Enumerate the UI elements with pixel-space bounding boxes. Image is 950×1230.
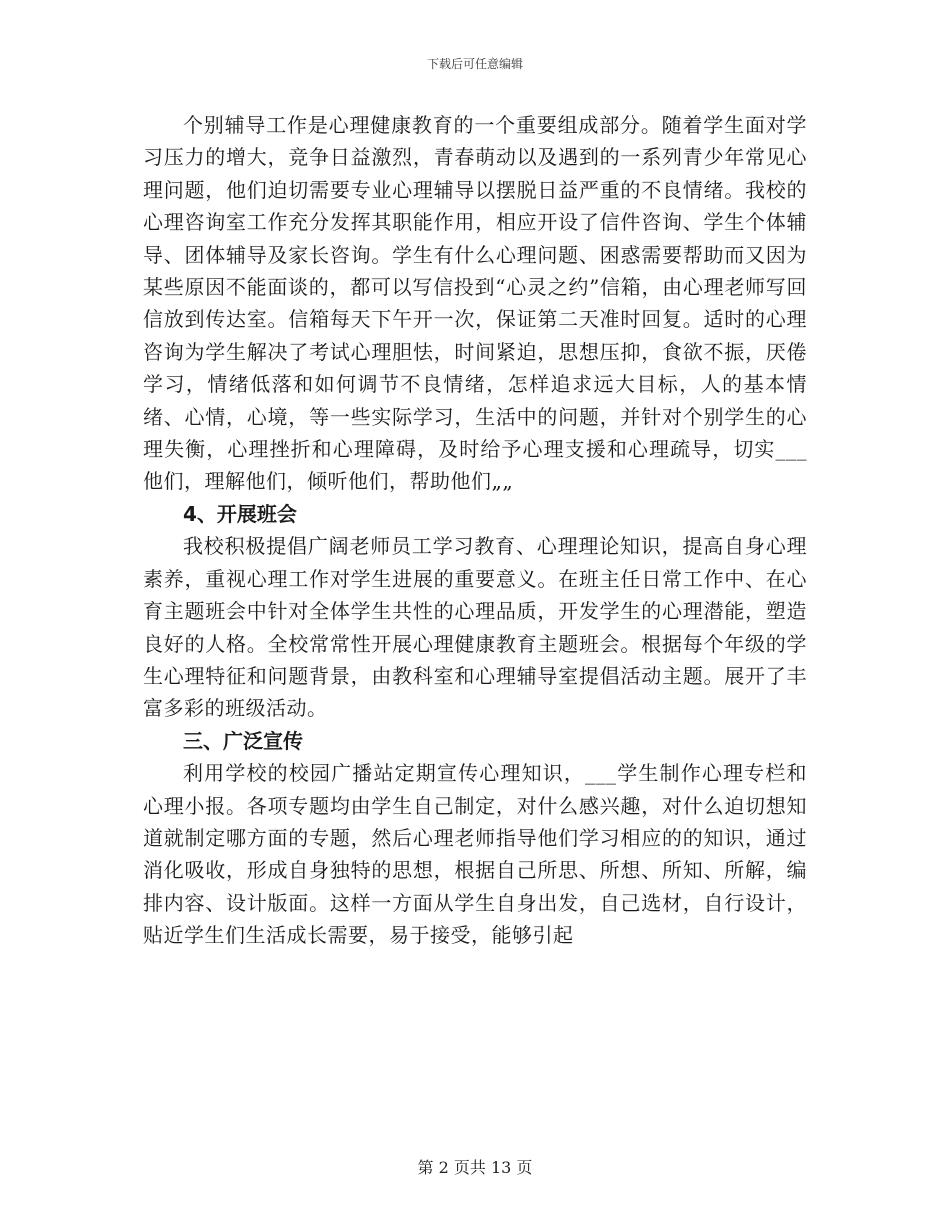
page-header: 下载后可任意编辑	[426, 57, 523, 71]
section-heading-publicity: 三、广泛宣传	[183, 728, 303, 753]
section-heading-class-meetings: 4、开展班会	[183, 501, 297, 526]
paragraph-publicity: 利用学校的校园广播站定期宣传心理知识，___学生制作心理专栏和心理小报。各项专题均由学生自己制定，对什么感兴趣，对什么迫切想知道就制定哪方面的专题，然后心理老师指导他们学习相应的的知识，通过消化吸收，形成自身独特的思想，根据自己所思、所想、所知、所解，编排内容、设计版面。这样一方面从学生自身出发，自己选材，自行设计，贴近学生们生活成长需要，易于接受，能够引起	[143, 761, 807, 948]
paragraph-counseling: 个别辅导工作是心理健康教育的一个重要组成部分。随着学生面对学习压力的增大，竞争日益激烈，青春萌动以及遇到的一系列青少年常见心理问题，他们迫切需要专业心理辅导以摆脱日益严重的不良情绪。我校的心理咨询室工作充分发挥其职能作用，相应开设了信件咨询、学生个体辅导、团体辅导及家长咨询。学生有什么心理问题、困惑需要帮助而又因为某些原因不能面谈的，都可以写信投到“心灵之约”信箱，由心理老师写回信放到传达室。信箱每天下午开一次，保证第二天准时回复。适时的心理咨询为学生解决了考试心理胆怯，时间紧迫，思想压抑，食欲不振，厌倦学习，情绪低落和如何调节不良情绪，怎样追求远大目标，人的基本情绪、心情，心境，等一些实际学习，生活中的问题，并针对个别学生的心理失衡，心理挫折和心理障碍，及时给予心理支援和心理疏导，切实___他们，理解他们，倾听他们，帮助他们„„	[143, 113, 807, 494]
page-footer: 第 2 页共 13 页	[417, 1158, 533, 1177]
paragraph-class-meetings: 我校积极提倡广阔老师员工学习教育、心理理论知识，提高自身心理素养，重视心理工作对学生进展的重要意义。在班主任日常工作中、在心育主题班会中针对全体学生共性的心理品质，开发学生的心理潜能，塑造良好的人格。全校常常性开展心理健康教育主题班会。根据每个年级的学生心理特征和问题背景，由教科室和心理辅导室提倡活动主题。展开了丰富多彩的班级活动。	[143, 534, 807, 721]
document-body	[143, 109, 807, 952]
